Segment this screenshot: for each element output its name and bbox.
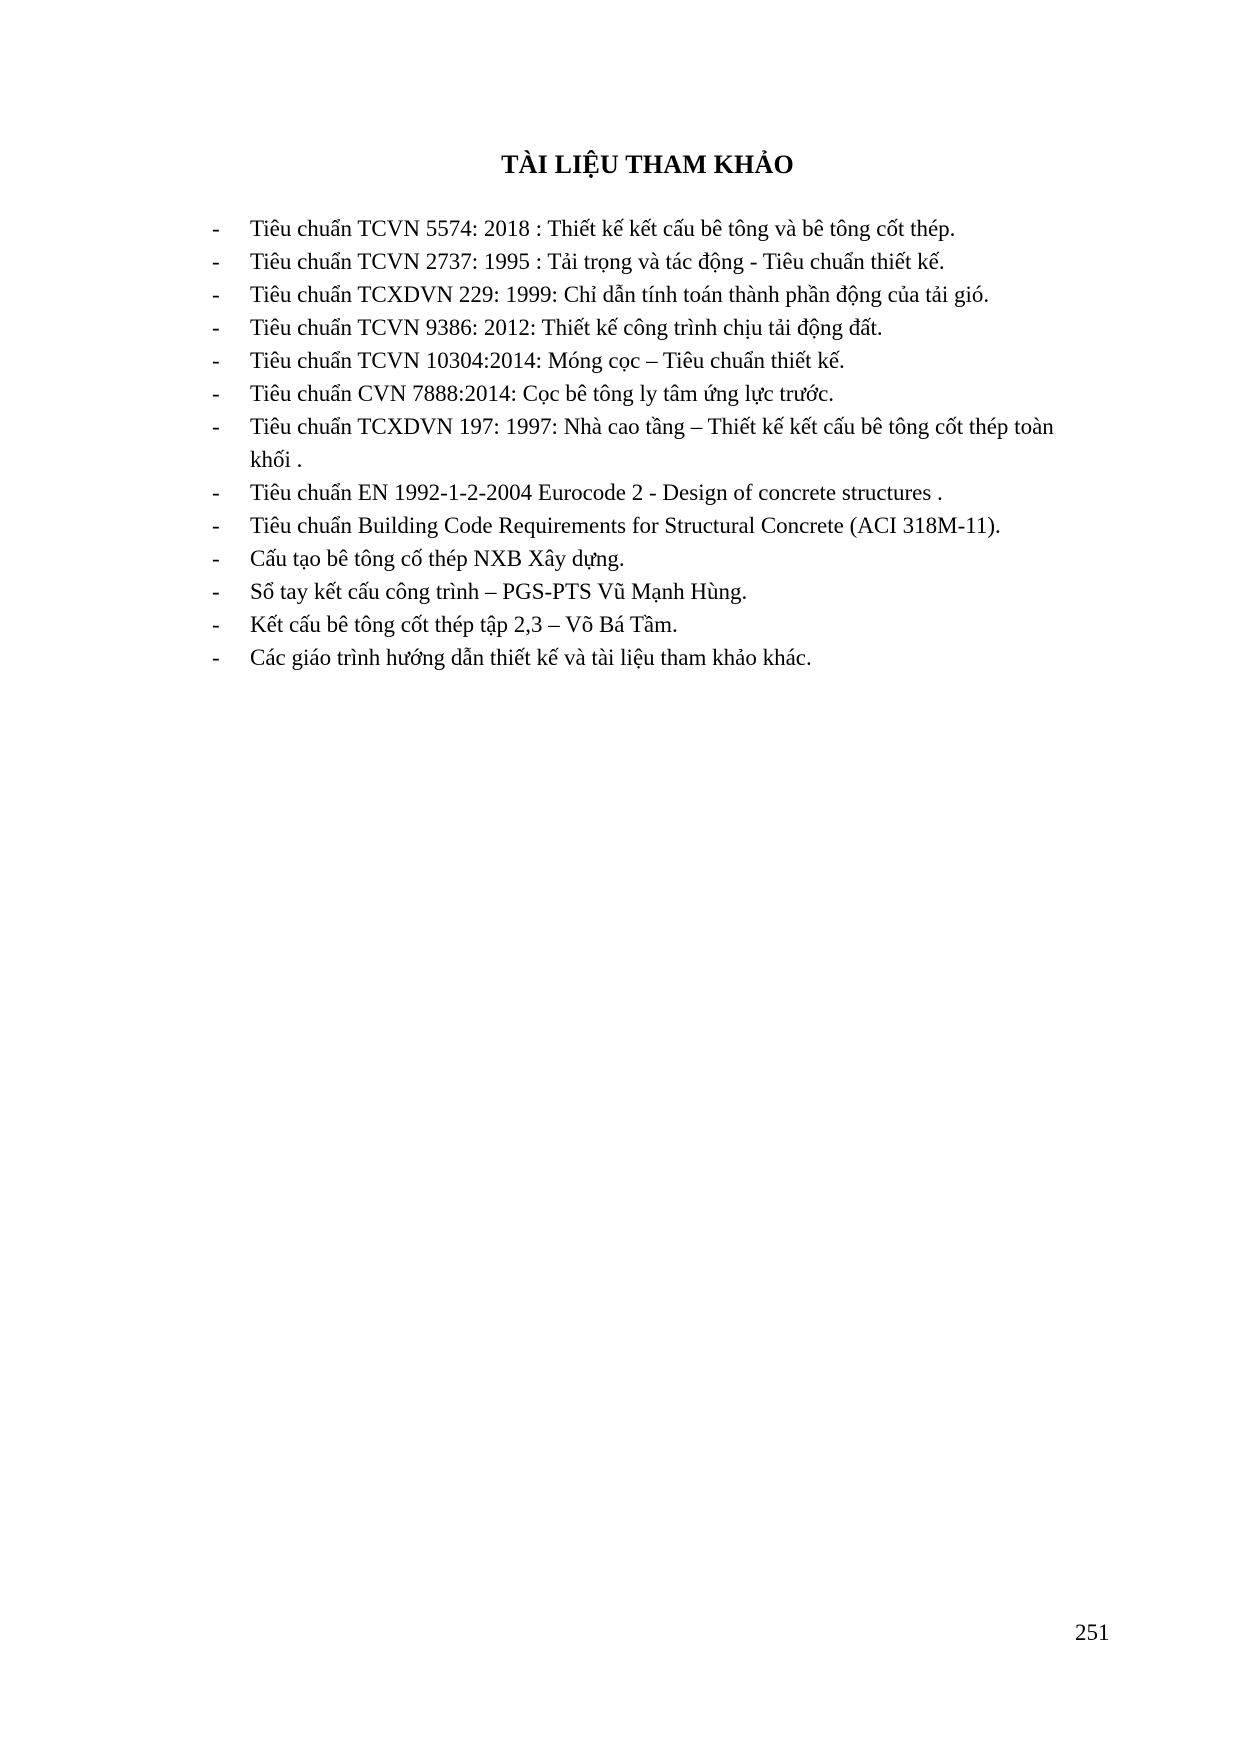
list-bullet: -	[212, 513, 220, 538]
list-bullet: -	[212, 645, 220, 670]
reference-item	[212, 641, 1092, 674]
page-title: TÀI LIỆU THAM KHẢO	[501, 150, 794, 179]
reference-text: Tiêu chuẩn TCVN 2737: 1995 : Tải trọng và tác động - Tiêu chuẩn thiết kế.	[250, 249, 945, 274]
reference-text: Tiêu chuẩn Building Code Requirements for Structural Concrete (ACI 318M-11).	[250, 513, 1001, 538]
reference-text: Kết cấu bê tông cốt thép tập 2,3 – Võ Bá Tầm.	[250, 612, 678, 637]
reference-text: Sổ tay kết cấu công trình – PGS-PTS Vũ Mạnh Hùng.	[250, 579, 748, 604]
list-bullet: -	[212, 414, 220, 439]
reference-item	[212, 245, 1092, 278]
list-bullet: -	[212, 480, 220, 505]
reference-text: Tiêu chuẩn TCVN 5574: 2018 : Thiết kế kết cấu bê tông và bê tông cốt thép.	[250, 216, 956, 241]
reference-item	[212, 377, 1092, 410]
reference-text: Tiêu chuẩn EN 1992-1-2-2004 Eurocode 2 - Design of concrete structures .	[250, 480, 943, 505]
list-bullet: -	[212, 612, 220, 637]
reference-item	[212, 575, 1092, 608]
list-bullet: -	[212, 579, 220, 604]
reference-item	[212, 311, 1092, 344]
list-bullet: -	[212, 216, 220, 241]
list-bullet: -	[212, 315, 220, 340]
reference-item	[212, 278, 1092, 311]
reference-item	[212, 542, 1092, 575]
reference-text: Tiêu chuẩn CVN 7888:2014: Cọc bê tông ly tâm ứng lực trước.	[250, 381, 835, 406]
list-bullet: -	[212, 381, 220, 406]
list-bullet: -	[212, 282, 220, 307]
reference-item	[212, 410, 1092, 476]
list-bullet: -	[212, 348, 220, 373]
reference-text: Tiêu chuẩn TCVN 9386: 2012: Thiết kế công trình chịu tải động đất.	[250, 315, 883, 340]
list-bullet: -	[212, 546, 220, 571]
reference-list	[212, 212, 1092, 674]
reference-text: Cấu tạo bê tông cố thép NXB Xây dựng.	[250, 546, 625, 571]
reference-item	[212, 476, 1092, 509]
reference-item	[212, 212, 1092, 245]
reference-item	[212, 344, 1092, 377]
reference-text: Tiêu chuẩn TCXDVN 197: 1997: Nhà cao tầng – Thiết kế kết cấu bê tông cốt thép toàn khối .	[250, 414, 1054, 472]
list-bullet: -	[212, 249, 220, 274]
reference-text: Tiêu chuẩn TCVN 10304:2014: Móng cọc – Tiêu chuẩn thiết kế.	[250, 348, 845, 373]
reference-text: Tiêu chuẩn TCXDVN 229: 1999: Chỉ dẫn tính toán thành phần động của tải gió.	[250, 282, 990, 307]
reference-text: Các giáo trình hướng dẫn thiết kế và tài liệu tham khảo khác.	[250, 645, 812, 670]
page-number: 251	[1075, 1620, 1110, 1645]
reference-item	[212, 608, 1092, 641]
reference-item	[212, 509, 1092, 542]
